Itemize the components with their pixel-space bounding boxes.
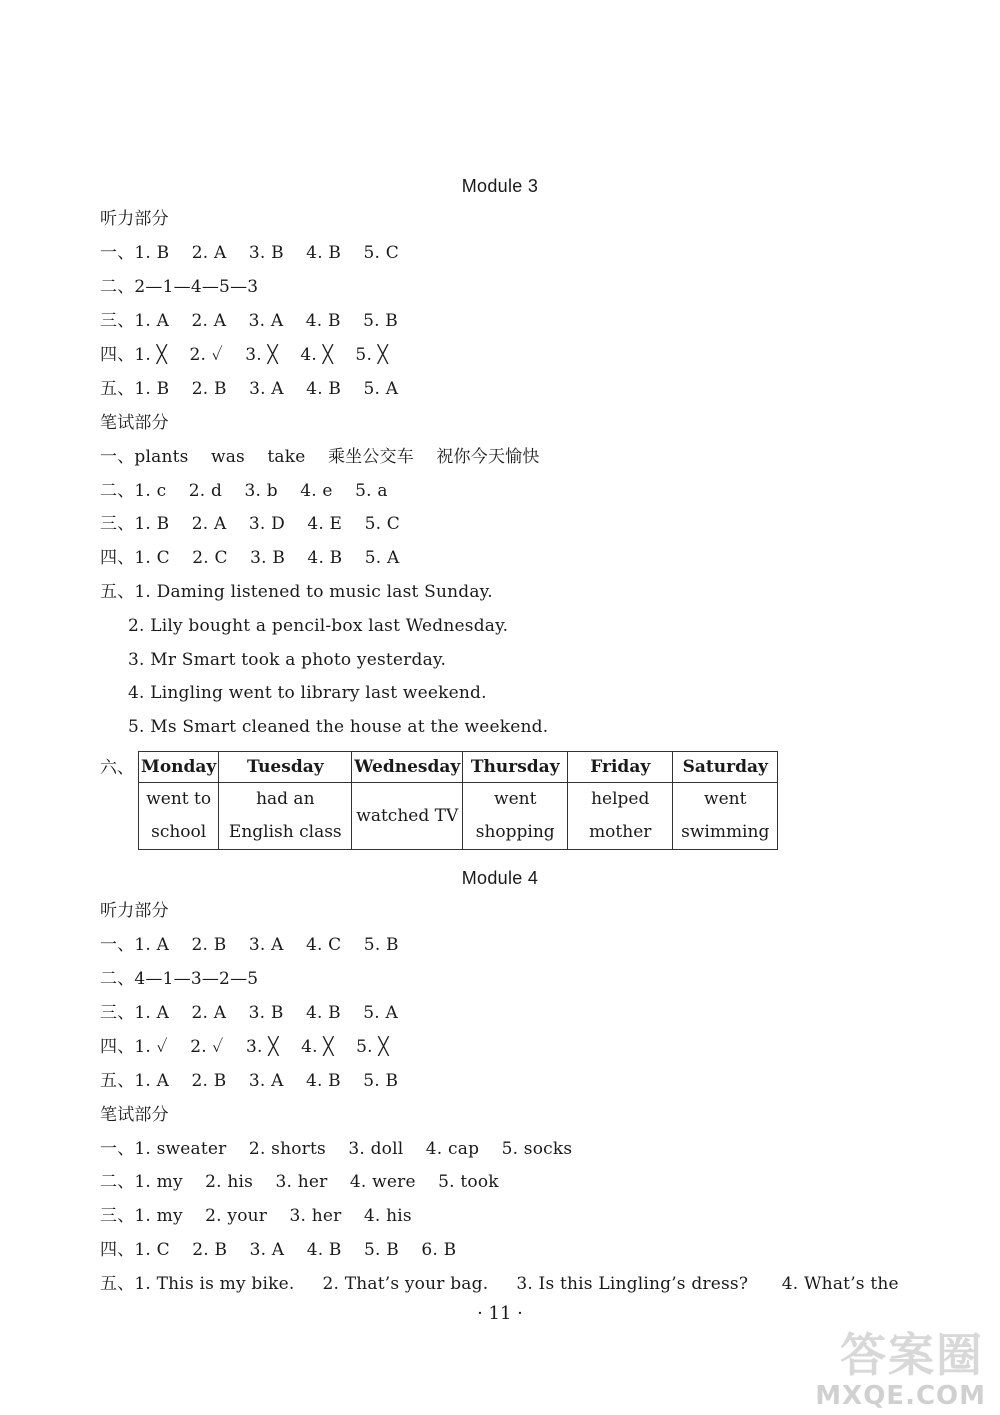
module-3-title: Module 3 [461,176,539,196]
m4-listening-heading: 听力部分 [100,901,169,921]
m3-writing-line-3: 三、1. B 2. A 3. D 4. E 5. C [100,514,400,534]
m4-listening-line-1: 一、1. A 2. B 3. A 4. C 5. B [100,935,399,955]
cell-line: mother [589,822,652,842]
m3-writing-heading: 笔试部分 [100,413,169,433]
m4-writing-line-3: 三、1. my 2. your 3. her 4. his [100,1206,412,1226]
m3-sentence-4: 4. Lingling went to library last weekend. [128,683,487,703]
table-header-cell: Monday [139,752,219,783]
watermark [744,1319,994,1411]
m3-sentence-5: 5. Ms Smart cleaned the house at the weekend. [128,717,549,737]
table-header-cell: Friday [568,752,673,783]
cell-line: had an [256,789,315,809]
watermark-url: MXQE.COM [815,1381,986,1411]
m3-writing-line-4: 四、1. C 2. C 3. B 4. B 5. A [100,548,400,568]
module-4-title: Module 4 [461,868,539,888]
m3-writing-line-2: 二、1. c 2. d 3. b 4. e 5. a [100,481,388,501]
cell-line: school [151,822,207,842]
table-header-cell: Tuesday [219,752,352,783]
m4-writing-line-5: 五、1. This is my bike. 2. That’s your bag. 3. Is this Lingling’s dress? 4. What’s the [100,1274,899,1294]
page-number: · 11 · [477,1303,523,1324]
cell-line: went to [146,789,212,809]
table-cell [219,783,352,850]
m4-writing-heading: 笔试部分 [100,1105,169,1125]
watermark-logo: 答案圈 [840,1328,984,1382]
m4-writing-line-4: 四、1. C 2. B 3. A 4. B 5. B 6. B [100,1240,457,1260]
m4-listening-line-5: 五、1. A 2. B 3. A 4. B 5. B [100,1071,399,1091]
m4-listening-line-3: 三、1. A 2. A 3. B 4. B 5. A [100,1003,398,1023]
m4-listening-line-4: 四、1. ✓ 2. ✓ 3. ╳ 4. ╳ 5. ╳ [100,1037,389,1057]
table-header-cell: Thursday [463,752,568,783]
m3-writing-line-1: 一、plants was take 乘坐公交车 祝你今天愉快 [100,447,540,467]
table-cell [673,783,778,850]
m3-writing-line-5: 五、1. Daming listened to music last Sunday. [100,582,493,602]
cell-line: shopping [475,822,555,842]
m3-listening-line-4: 四、1. ╳ 2. ✓ 3. ╳ 4. ╳ 5. ╳ [100,345,389,365]
table-row [139,783,778,850]
m3-sentence-2: 2. Lily bought a pencil-box last Wednesday. [128,616,509,636]
table-cell [568,783,673,850]
table-header-cell: Saturday [673,752,778,783]
weekly-activity-table [138,751,778,850]
table-cell [463,783,568,850]
cell-line: watched TV [356,805,459,826]
cell-line: went [494,789,537,809]
m3-listening-line-3: 三、1. A 2. A 3. A 4. B 5. B [100,311,398,331]
cell-line: English class [228,822,342,842]
table-cell [352,783,463,850]
m3-listening-line-2: 二、2—1—4—5—3 [100,277,259,297]
m3-listening-heading: 听力部分 [100,209,169,229]
m3-listening-line-1: 一、1. B 2. A 3. B 4. B 5. C [100,243,399,263]
table-cell [139,783,219,850]
cell-line: went [704,789,747,809]
table-header-cell: Wednesday [352,752,463,783]
m3-sentence-3: 3. Mr Smart took a photo yesterday. [128,650,447,670]
m4-writing-line-2: 二、1. my 2. his 3. her 4. were 5. took [100,1172,499,1192]
cell-line: helped [591,789,650,809]
cell-line: swimming [681,822,770,842]
table-header-row [139,752,778,783]
m3-section-six-label: 六、 [100,758,134,778]
m4-writing-line-1: 一、1. sweater 2. shorts 3. doll 4. cap 5. socks [100,1139,573,1159]
m4-listening-line-2: 二、4—1—3—2—5 [100,969,259,989]
m3-listening-line-5: 五、1. B 2. B 3. A 4. B 5. A [100,379,399,399]
